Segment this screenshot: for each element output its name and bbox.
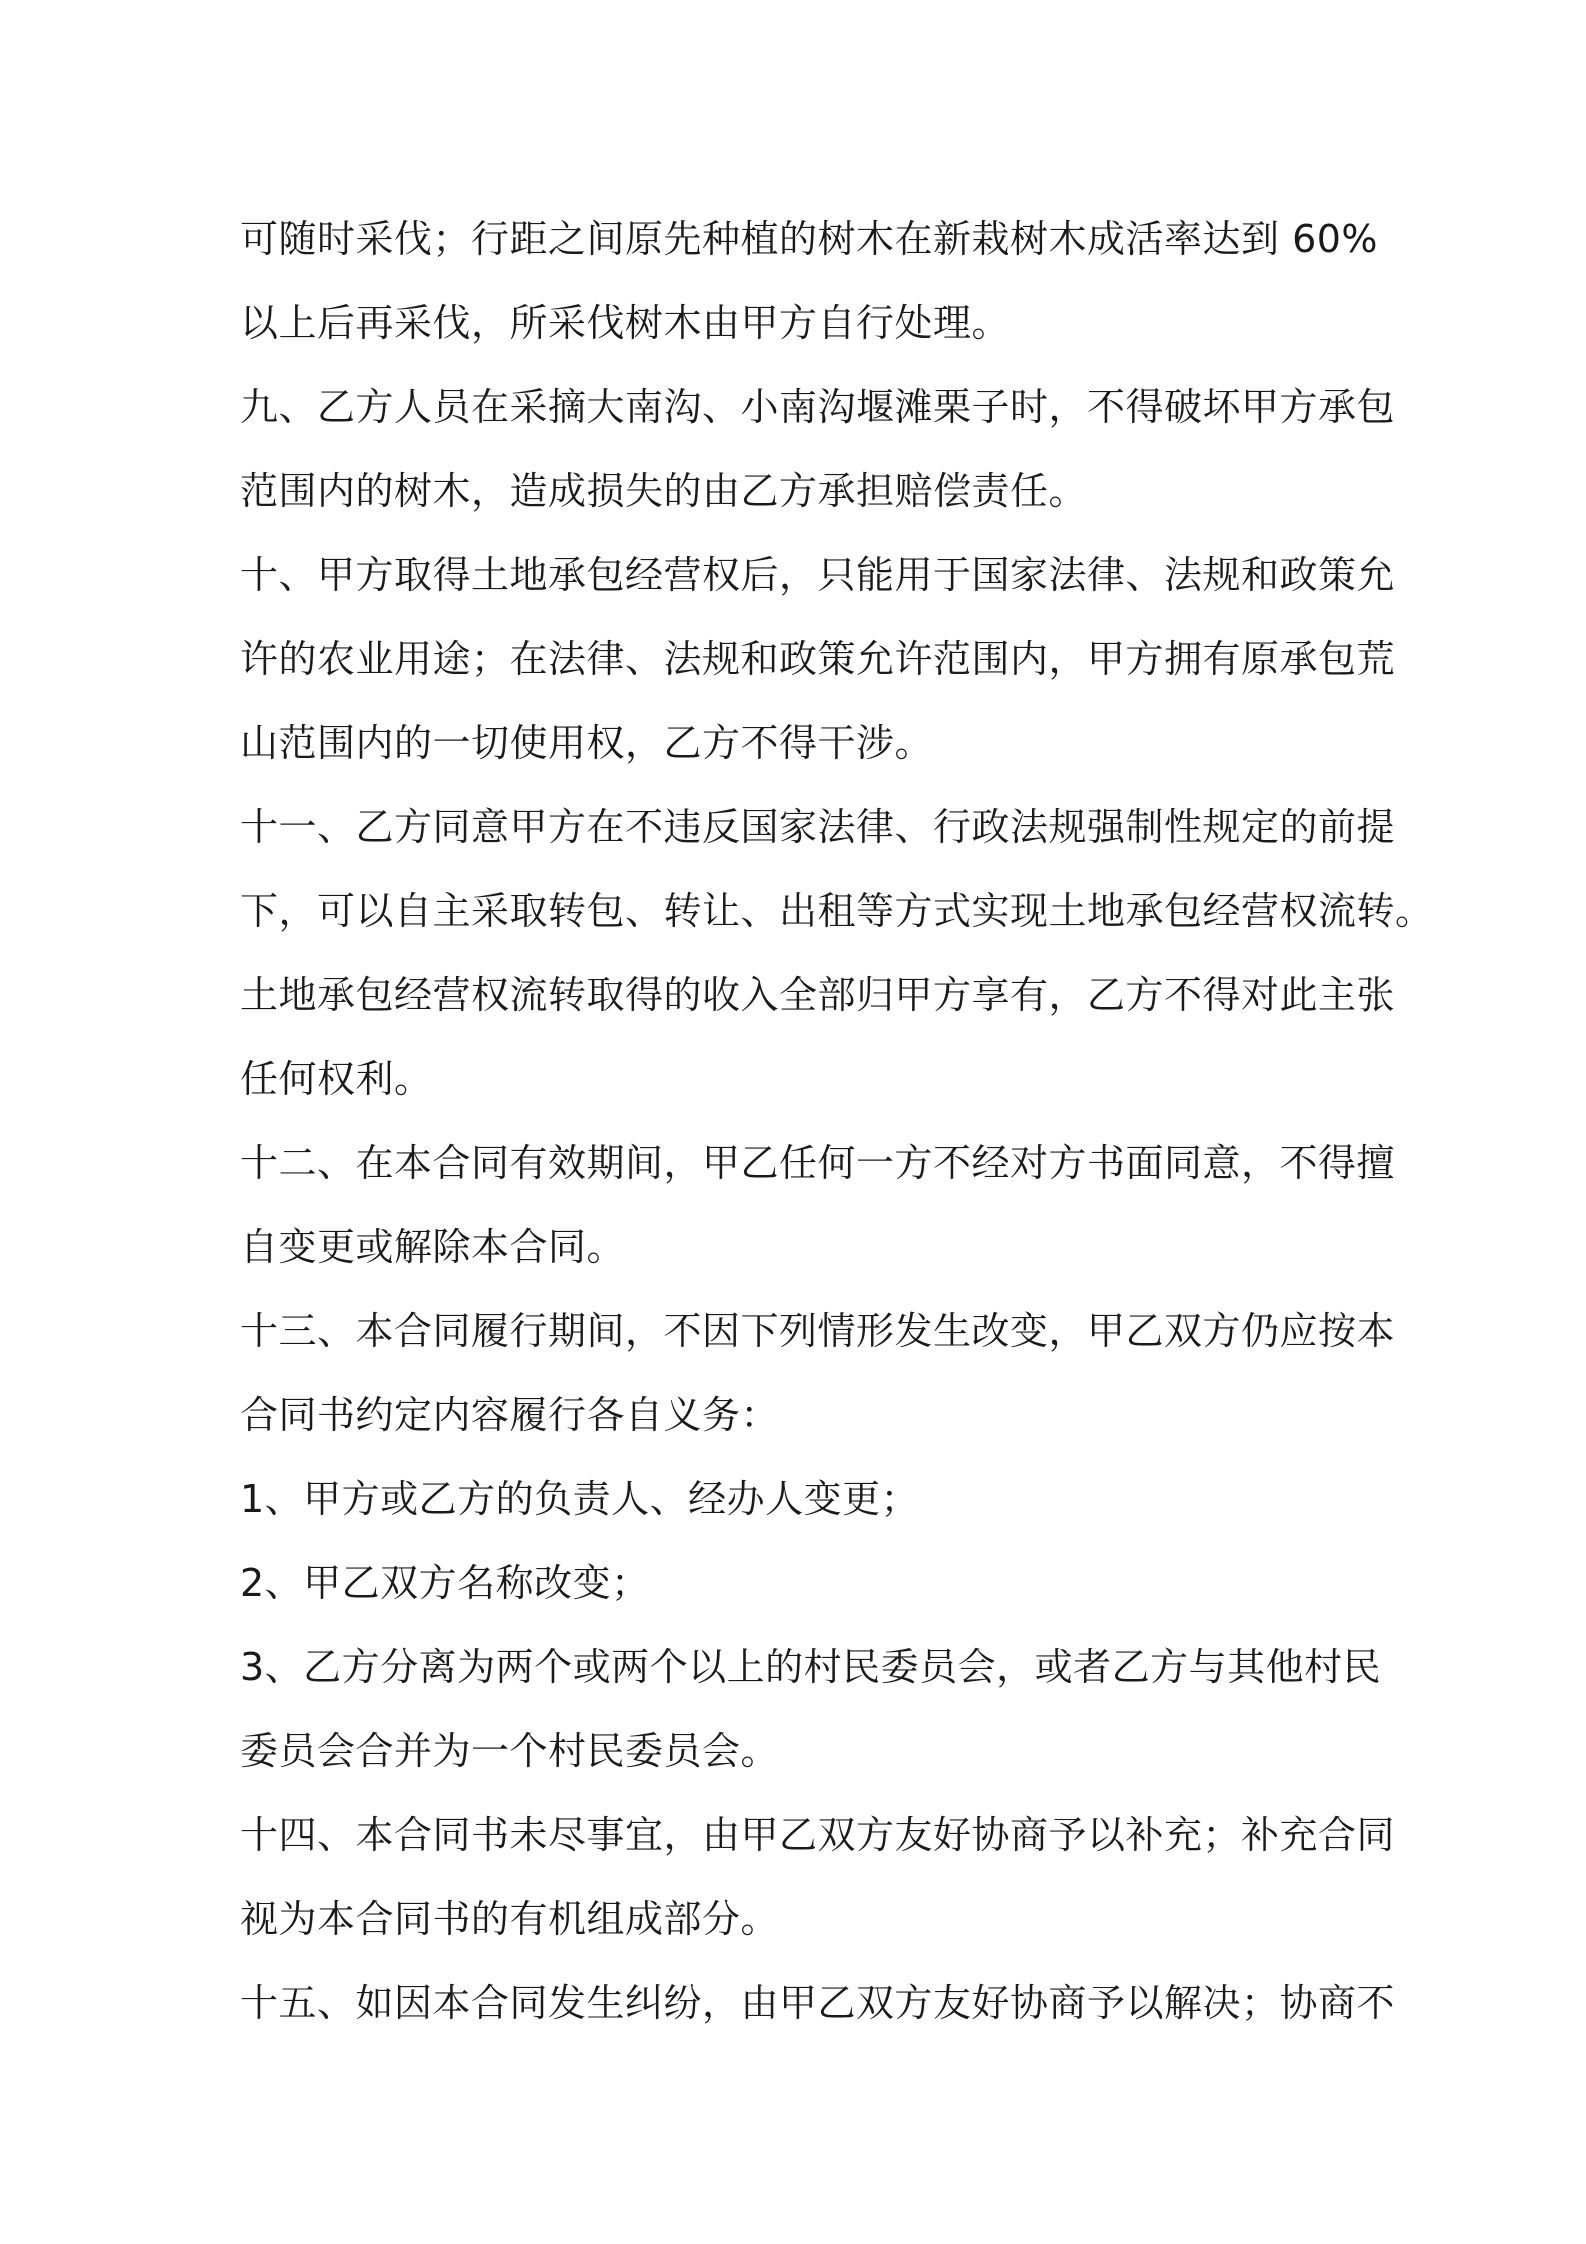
contract-text-body [240, 197, 1434, 2045]
text-line-18: 3、乙方分离为两个或两个以上的村民委员会，或者乙方与其他村民 [240, 1645, 1382, 1689]
text-line-13: 自变更或解除本合同。 [240, 1225, 626, 1269]
text-line-6: 许的农业用途；在法律、法规和政策允许范围内，甲方拥有原承包荒 [240, 637, 1396, 681]
text-line-17: 2、甲乙双方名称改变； [240, 1561, 650, 1605]
text-line-15: 合同书约定内容履行各自义务： [240, 1393, 780, 1437]
text-line-16: 1、甲方或乙方的负责人、经办人变更； [240, 1477, 920, 1521]
text-line-12: 十二、在本合同有效期间，甲乙任何一方不经对方书面同意，不得擅 [240, 1141, 1396, 1185]
text-line-11: 任何权利。 [240, 1057, 433, 1101]
text-line-5: 十、甲方取得土地承包经营权后，只能用于国家法律、法规和政策允 [240, 553, 1396, 597]
text-line-1: 可随时采伐；行距之间原先种植的树木在新栽树木成活率达到 60% [240, 217, 1379, 261]
text-line-8: 十一、乙方同意甲方在不违反国家法律、行政法规强制性规定的前提 [240, 805, 1396, 849]
text-line-3: 九、乙方人员在采摘大南沟、小南沟堰滩栗子时，不得破坏甲方承包 [240, 385, 1396, 429]
text-line-22: 十五、如因本合同发生纠纷，由甲乙双方友好协商予以解决；协商不 [240, 1981, 1396, 2025]
text-line-2: 以上后再采伐，所采伐树木由甲方自行处理。 [240, 301, 1011, 345]
text-line-4: 范围内的树木，造成损失的由乙方承担赔偿责任。 [240, 469, 1088, 513]
text-line-20: 十四、本合同书未尽事宜，由甲乙双方友好协商予以补充；补充合同 [240, 1813, 1396, 1857]
text-line-10: 土地承包经营权流转取得的收入全部归甲方享有，乙方不得对此主张 [240, 973, 1396, 1017]
text-line-7: 山范围内的一切使用权，乙方不得干涉。 [240, 721, 934, 765]
text-line-19: 委员会合并为一个村民委员会。 [240, 1729, 780, 1773]
text-line-9: 下，可以自主采取转包、转让、出租等方式实现土地承包经营权流转。 [240, 889, 1434, 933]
text-line-14: 十三、本合同履行期间，不因下列情形发生改变，甲乙双方仍应按本 [240, 1309, 1396, 1353]
text-line-21: 视为本合同书的有机组成部分。 [240, 1897, 780, 1941]
